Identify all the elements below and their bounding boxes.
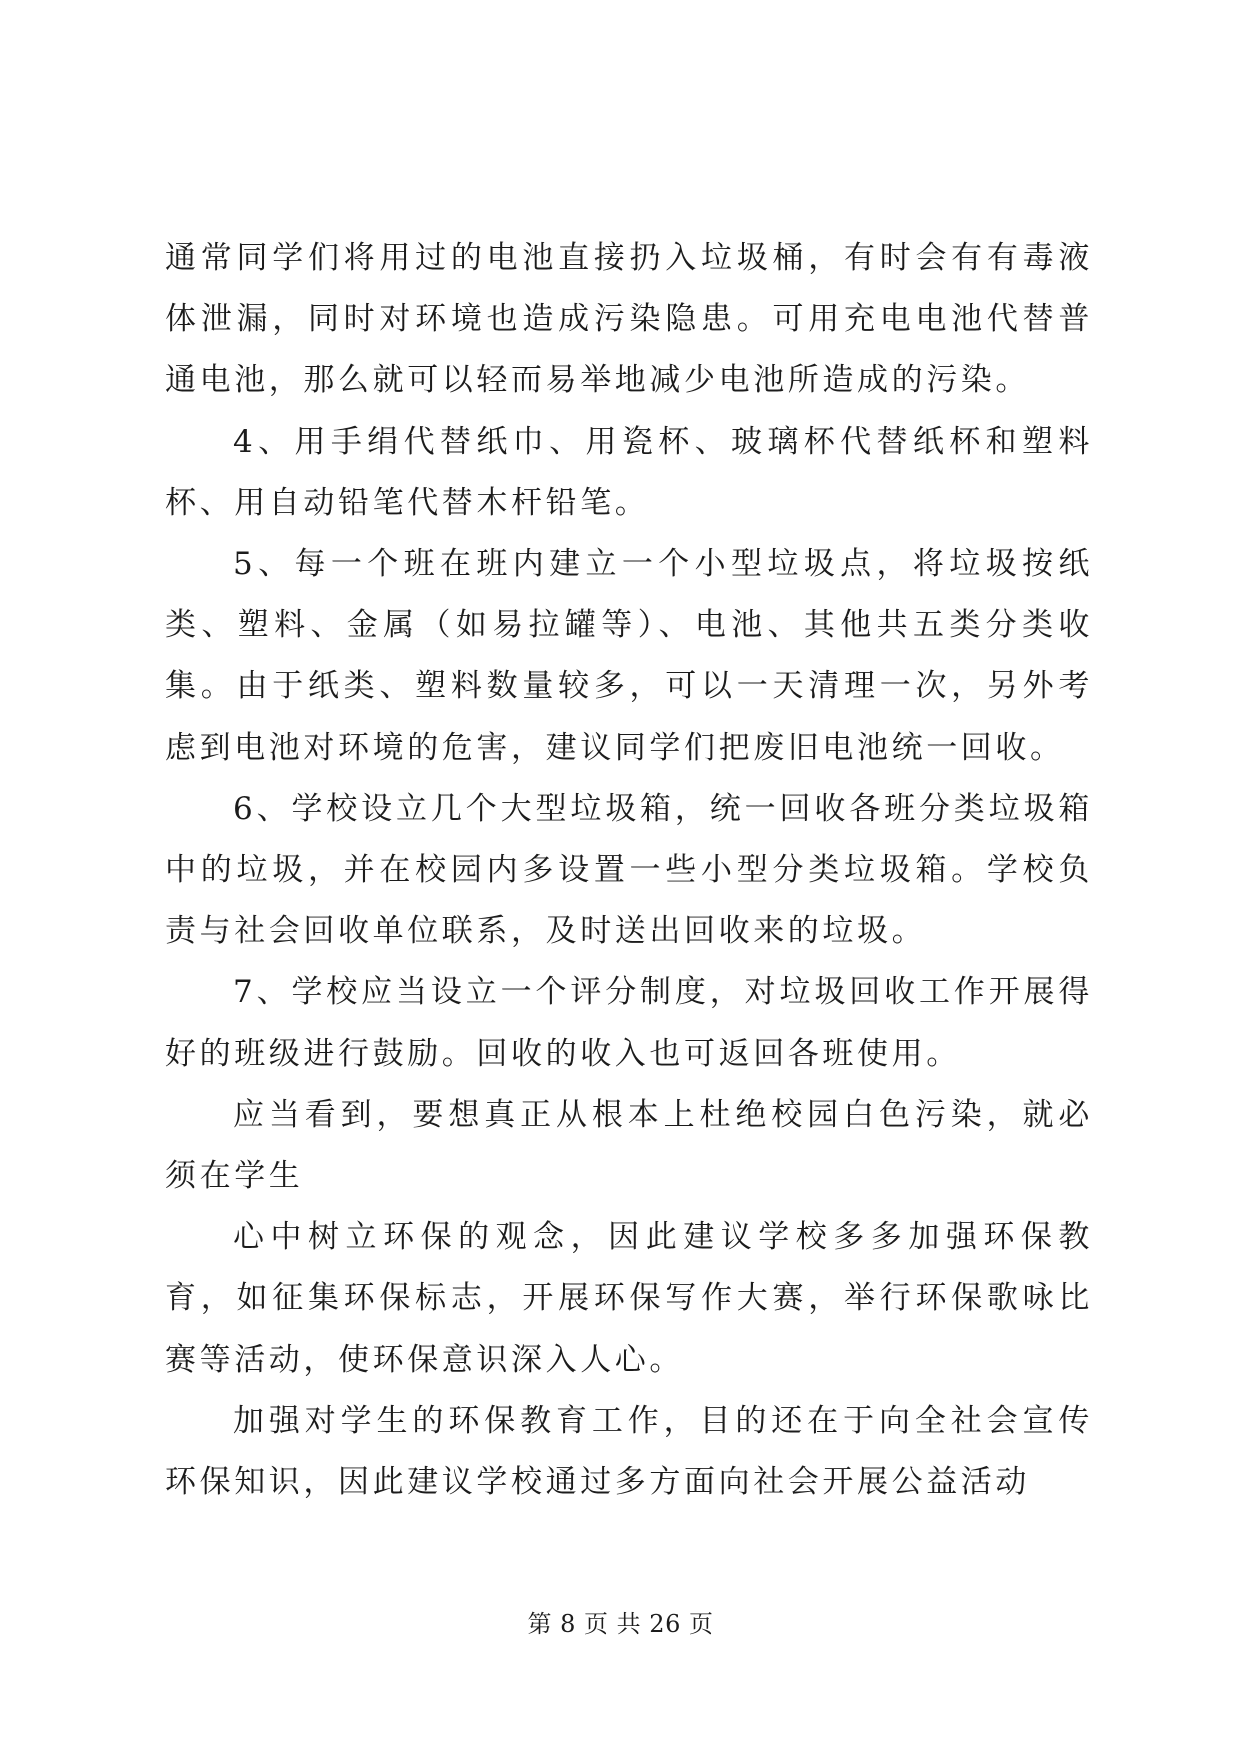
paragraph-white-pollution: 应当看到，要想真正从根本上杜绝校园白色污染，就必须在学生 <box>165 1096 1093 1195</box>
page-number-footer: 第 8 页 共 26 页 <box>527 1610 714 1638</box>
paragraph-environmental-education: 心中树立环保的观念，因此建议学校多多加强环保教育，如征集环保标志，开展环保写作大赛，举行环保歌咏比赛等活动，使环保意识深入人心。 <box>165 1219 1093 1378</box>
paragraph-item-6: 6、学校设立几个大型垃圾箱，统一回收各班分类垃圾箱中的垃圾，并在校园内多设置一些小型分类垃圾箱。学校负责与社会回收单位联系，及时送出回收来的垃圾。 <box>165 790 1093 950</box>
paragraph-item-4: 4、用手绢代替纸巾、用瓷杯、玻璃杯代替纸杯和塑料杯、用自动铅笔代替木杆铅笔。 <box>165 423 1093 521</box>
paragraph-battery-pollution: 通常同学们将用过的电池直接扔入垃圾桶，有时会有有毒液体泄漏，同时对环境也造成污染隐患。可用充电电池代替普通电池，那么就可以轻而易举地减少电池所造成的污染。 <box>165 240 1093 399</box>
paragraph-item-7: 7、学校应当设立一个评分制度，对垃圾回收工作开展得好的班级进行鼓励。回收的收入也可返回各班使用。 <box>165 974 1093 1072</box>
paragraph-public-welfare: 加强对学生的环保教育工作，目的还在于向全社会宣传环保知识，因此建议学校通过多方面向社会开展公益活动 <box>165 1402 1093 1501</box>
paragraph-item-5: 5、每一个班在班内建立一个小型垃圾点，将垃圾按纸类、塑料、金属（如易拉罐等）、电池、其他共五类分类收集。由于纸类、塑料数量较多，可以一天清理一次，另外考虑到电池对环境的危害，建议同学们把废旧电池统一回收。 <box>165 546 1093 766</box>
document-body <box>165 228 1093 1513</box>
